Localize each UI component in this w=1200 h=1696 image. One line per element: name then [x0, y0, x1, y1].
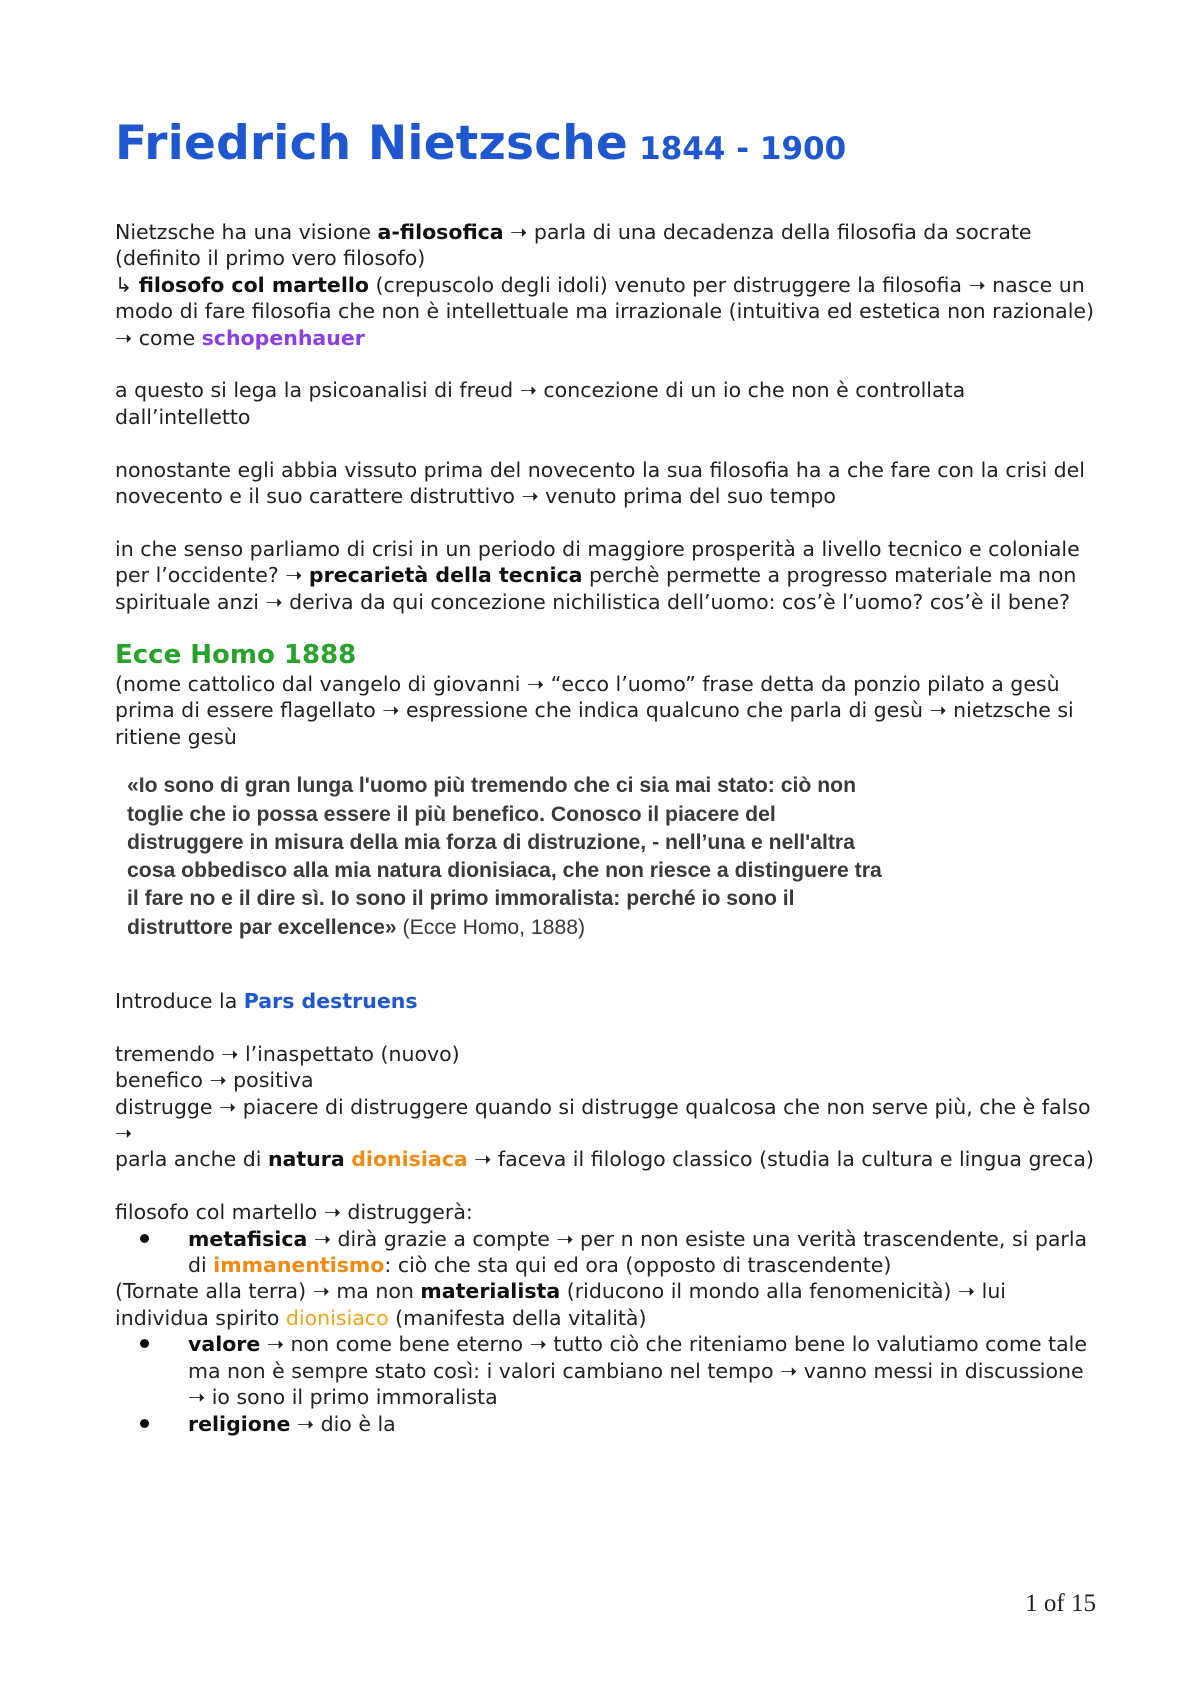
term-line-natura — [115, 1146, 1100, 1172]
term-line-distrugge: distrugge ➝ piacere di distruggere quando si distrugge qualcosa che non serve più, che è falso ➝ — [115, 1094, 1091, 1146]
list-continuation — [115, 1278, 1100, 1331]
document-title — [115, 116, 1100, 176]
quote-source: (Ecce Homo, 1888) — [396, 915, 586, 939]
intro-paragraph-1 — [115, 219, 1100, 272]
bullet-icon — [140, 1234, 149, 1243]
page-number: 1 of 15 — [1025, 1590, 1096, 1617]
text-run: parla anche di — [115, 1147, 268, 1172]
text-run: ➝ parla di una decadenza della filosofia da socrate (definito il primo vero filosofo) — [115, 220, 1032, 271]
bold-term: natura — [267, 1147, 345, 1172]
highlight-term: dionisiaca — [351, 1147, 468, 1172]
term-line-benefico: benefico ➝ positiva — [115, 1068, 314, 1093]
text-run: perchè permette a progresso materiale ma non spirituale anzi ➝ deriva da qui concezione nichilistica dell’uomo: cos’è l’uomo? cos’è il bene? — [115, 563, 1077, 614]
text-run: (manifesta della vitalità) — [388, 1305, 647, 1330]
bullet-icon — [140, 1419, 149, 1428]
bold-term: religione — [188, 1411, 291, 1436]
intro-paragraph-2 — [115, 272, 1100, 351]
text-run: Nietzsche ha una visione — [115, 220, 378, 244]
bold-term: materialista — [420, 1279, 561, 1304]
title-years: 1844 - 1900 — [639, 131, 847, 167]
bullet-list — [115, 1226, 1100, 1279]
text-run: in che senso parliamo di crisi in un periodo di maggiore prosperità a livello tecnico e coloniale per l’occidente? ➝ — [115, 536, 1080, 588]
title-name: Friedrich Nietzsche — [115, 116, 628, 171]
bold-term: metafisica — [188, 1226, 308, 1251]
document-content — [115, 116, 1100, 1437]
quote-text: «Io sono di gran lunga l'uomo più tremendo che ci sia mai stato: ciò non toglie che io possa essere il più benefico. Conosco il piacere del distruggere in misura della mia forza di distruzione, - nell’una e nell'altra cosa obbedisco alla mia natura dionisiaca, che non riesce a distinguere tra il fare no e il dire sì. Io sono il primo immoralista: perché io sono il distruttore par excellence» — [127, 774, 882, 939]
list-item — [115, 1411, 1100, 1437]
bullet-list — [115, 1331, 1100, 1437]
intro-paragraph-5 — [115, 536, 1100, 615]
intro-paragraph-4: nonostante egli abbia vissuto prima del novecento la sua filosofia ha a che fare con la crisi del novecento e il suo carattere distruttivo ➝ venuto prima del suo tempo — [115, 457, 1085, 509]
text-run: : ciò che sta qui ed ora (opposto di trascendente) — [384, 1253, 892, 1278]
arrow-icon: ↳ — [115, 272, 139, 297]
text-run: (crepuscolo degli idoli) venuto per distruggere la filosofia ➝ nasce un modo di fare filosofia che non è intellettuale ma irrazionale (intuitiva ed estetica non razionale) ➝ come — [115, 272, 1095, 350]
text-run: (Tornate alla terra) ➝ ma non — [115, 1279, 421, 1304]
text-run: ➝ dio è la — [290, 1411, 396, 1436]
text-run: ➝ non come bene eterno ➝ tutto ciò che riteniamo bene lo valutiamo come tale ma non è sempre stato così: i valori cambiano nel tempo ➝ vanno messi in discussione ➝ io sono il primo immoralista — [188, 1332, 1087, 1410]
highlight-term: Pars destruens — [243, 989, 418, 1014]
text-run: ➝ dirà grazie a compte ➝ per n non esiste una verità trascendente, si parla di — [188, 1226, 1088, 1278]
bold-term: filosofo col martello — [138, 272, 369, 297]
section-heading: Ecce Homo 1888 — [115, 640, 357, 671]
bold-term: precarietà della tecnica — [308, 563, 583, 588]
intro-paragraph-3: a questo si lega la psicoanalisi di freud ➝ concezione di un io che non è controllata dall’intelletto — [115, 378, 966, 429]
text-run: (riducono il mondo alla fenomenicità) ➝ lui individua spirito — [115, 1279, 1007, 1330]
list-intro: filosofo col martello ➝ distruggerà: — [115, 1200, 473, 1225]
section-description: (nome cattolico dal vangelo di giovanni ➝ “ecco l’uomo” frase detta da ponzio pilato a gesù prima di essere flagellato ➝ espressione che indica qualcuno che parla di gesù ➝ nietzsche si ritiene gesù — [115, 672, 1074, 749]
quote-block — [127, 772, 887, 942]
bullet-icon — [140, 1339, 149, 1348]
list-item — [115, 1226, 1100, 1279]
bold-term: a-filosofica — [377, 220, 504, 244]
highlight-term: schopenhauer — [201, 325, 365, 350]
text-run: ➝ faceva il filologo classico (studia la cultura e lingua greca) — [467, 1147, 1094, 1172]
list-item — [115, 1331, 1100, 1410]
term-line-tremendo: tremendo ➝ l’inaspettato (nuovo) — [115, 1041, 460, 1066]
highlight-term: immanentismo — [213, 1253, 385, 1278]
bold-term: valore — [188, 1332, 261, 1357]
text-run: Introduce la — [115, 989, 244, 1014]
pars-destruens-line — [115, 988, 1100, 1014]
highlight-term: dionisiaco — [285, 1305, 389, 1330]
